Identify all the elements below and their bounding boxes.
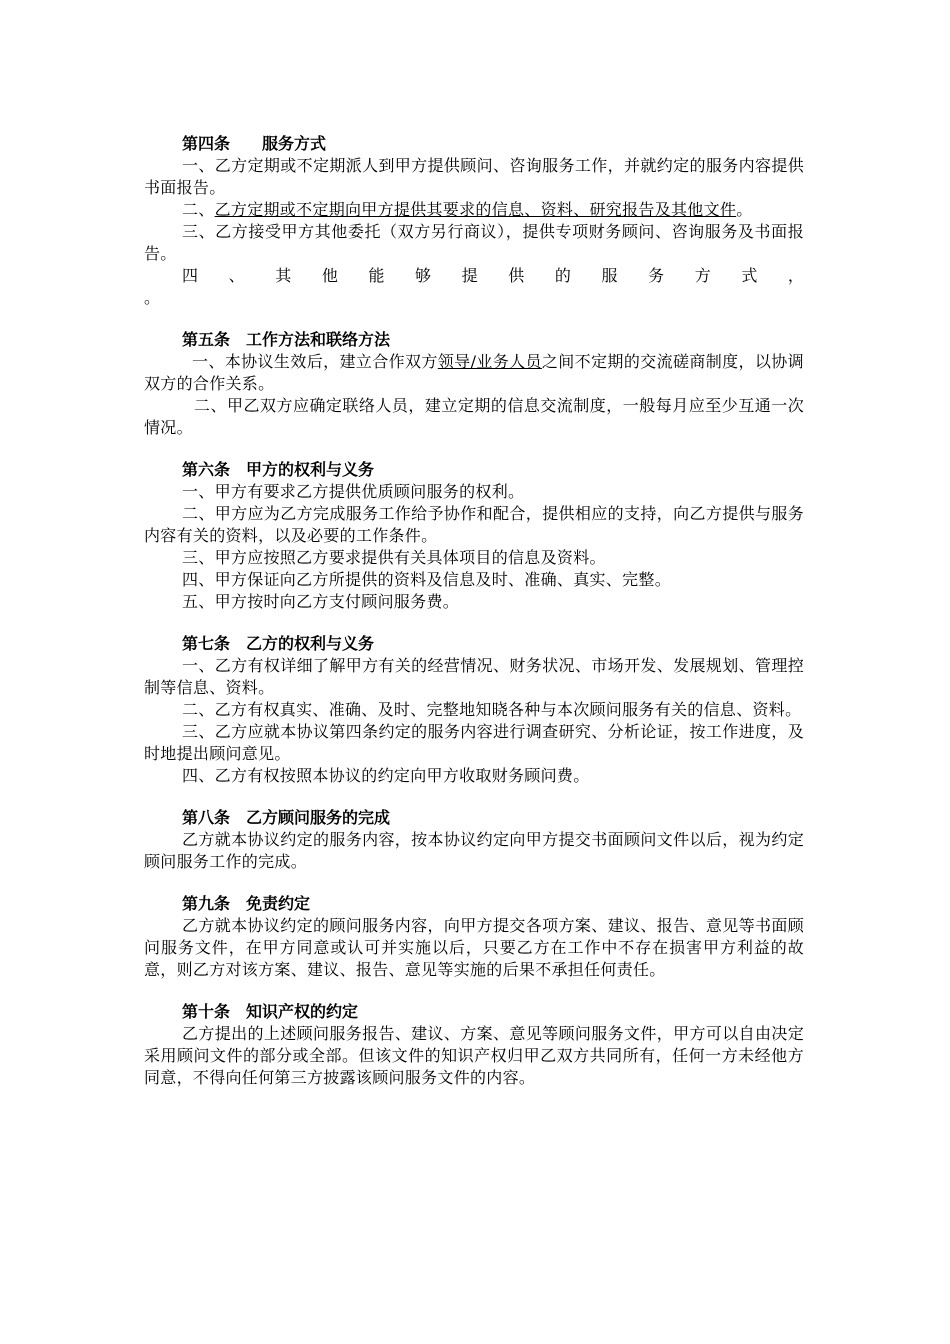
- article-7-title: 乙方的权利与义务: [246, 634, 375, 653]
- article-10-heading: [144, 1001, 804, 1023]
- article-4-title: 服务方式: [262, 134, 327, 153]
- article-5-title: 工作方法和联络方法: [246, 330, 391, 349]
- spread-char: 式: [741, 266, 758, 285]
- article-7-clause-4: 四、乙方有权按照本协议的约定向甲方收取财务顾问费。: [182, 766, 590, 785]
- underlined-text: 乙方定期或不定期向甲方提供其要求的信息、资料、研究报告及其他文件: [214, 200, 737, 219]
- article-8: [144, 807, 804, 873]
- spread-char: 服: [601, 266, 618, 285]
- article-9-number: 第九条: [182, 894, 231, 913]
- spread-char: 供: [508, 266, 525, 285]
- article-5-number: 第五条: [182, 330, 231, 349]
- article-6-heading: [144, 459, 804, 481]
- article-4-clause-4-end: 。: [144, 288, 161, 307]
- spread-char: 的: [554, 266, 571, 285]
- article-6-clause-3: 三、甲方应按照乙方要求提供有关具体项目的信息及资料。: [182, 548, 606, 567]
- article-5-clause-2: 二、甲乙双方应确定联络人员，建立定期的信息交流制度，一般每月应至少互通一次情况。: [144, 396, 804, 437]
- article-8-title: 乙方顾问服务的完成: [246, 808, 391, 827]
- article-6-clause-1: 一、甲方有要求乙方提供优质顾问服务的权利。: [182, 482, 525, 501]
- article-6-clause-4: 四、甲方保证向乙方所提供的资料及信息及时、准确、真实、完整。: [182, 570, 672, 589]
- article-4-clause-2: [144, 199, 804, 221]
- article-7-clause-3: 三、乙方应就本协议第四条约定的服务内容进行调查研究、分析论证，按工作进度，及时地提出顾问意见。: [144, 722, 804, 763]
- article-4: [144, 133, 804, 309]
- article-9: [144, 893, 804, 981]
- article-9-body: 乙方就本协议约定的顾问服务内容，向甲方提交各项方案、建议、报告、意见等书面顾问服务文件，在甲方同意或认可并实施以后，只要乙方在工作中不存在损害甲方利益的故意，则乙方对该方案、建议、报告、意见等实施的后果不承担任何责任。: [144, 916, 804, 979]
- clause-suffix: 之间不定期的交流磋商制度，以协调双方的合作关系。: [144, 352, 804, 393]
- article-6-title: 甲方的权利与义务: [246, 460, 375, 479]
- article-8-number: 第八条: [182, 808, 231, 827]
- spread-char: 够: [415, 266, 432, 285]
- article-7-clause-1: 一、乙方有权详细了解甲方有关的经营情况、财务状况、市场开发、发展规划、管理控制等信息、资料。: [144, 656, 804, 697]
- spread-char: 能: [368, 266, 385, 285]
- article-8-heading: [144, 807, 804, 829]
- article-7: [144, 633, 804, 787]
- clause-prefix: 二、: [182, 200, 215, 219]
- article-10: [144, 1001, 804, 1089]
- article-4-clause-4: [144, 265, 804, 287]
- article-9-title: 免责约定: [246, 894, 311, 913]
- spread-char: 他: [321, 266, 338, 285]
- article-10-title: 知识产权的约定: [246, 1002, 359, 1021]
- spread-char: 四: [182, 266, 199, 285]
- article-10-body: 乙方提出的上述顾问服务报告、建议、方案、意见等顾问服务文件，甲方可以自由决定采用顾问文件的部分或全部。但该文件的知识产权归甲乙双方共同所有，任何一方未经他方同意，不得向任何第三方披露该顾问服务文件的内容。: [144, 1024, 804, 1087]
- article-9-heading: [144, 893, 804, 915]
- document-page: [144, 133, 804, 1109]
- article-10-number: 第十条: [182, 1002, 231, 1021]
- spread-char: 务: [648, 266, 665, 285]
- article-5-heading: [144, 329, 804, 351]
- article-8-body: 乙方就本协议约定的服务内容，按本协议约定向甲方提交书面顾问文件以后，视为约定顾问服务工作的完成。: [144, 830, 804, 871]
- article-7-number: 第七条: [182, 634, 231, 653]
- clause-prefix: 一、本协议生效后，建立合作双方: [192, 352, 438, 371]
- clause-suffix: 。: [736, 200, 753, 219]
- article-5: [144, 329, 804, 439]
- article-6-clause-2: 二、甲方应为乙方完成服务工作给予协作和配合，提供相应的支持，向乙方提供与服务内容有关的资料，以及必要的工作条件。: [144, 504, 804, 545]
- spread-char: ，: [787, 266, 804, 285]
- spread-char: 方: [694, 266, 711, 285]
- article-4-heading: [144, 133, 804, 155]
- spread-char: 其: [275, 266, 292, 285]
- article-6-number: 第六条: [182, 460, 231, 479]
- spread-char: 提: [461, 266, 478, 285]
- article-5-clause-1: [144, 351, 804, 395]
- article-6-clause-5: 五、甲方按时向乙方支付顾问服务费。: [182, 592, 460, 611]
- spread-char: 、: [228, 266, 245, 285]
- article-7-clause-2: 二、乙方有权真实、准确、及时、完整地知晓各种与本次顾问服务有关的信息、资料。: [182, 700, 802, 719]
- underlined-text: 领导/业务人员: [437, 352, 542, 371]
- article-7-heading: [144, 633, 804, 655]
- article-4-clause-1: 一、乙方定期或不定期派人到甲方提供顾问、咨询服务工作，并就约定的服务内容提供书面报告。: [144, 156, 804, 197]
- article-6: [144, 459, 804, 613]
- article-4-number: 第四条: [182, 134, 231, 153]
- article-4-clause-3: 三、乙方接受甲方其他委托（双方另行商议），提供专项财务顾问、咨询服务及书面报告。: [144, 222, 804, 263]
